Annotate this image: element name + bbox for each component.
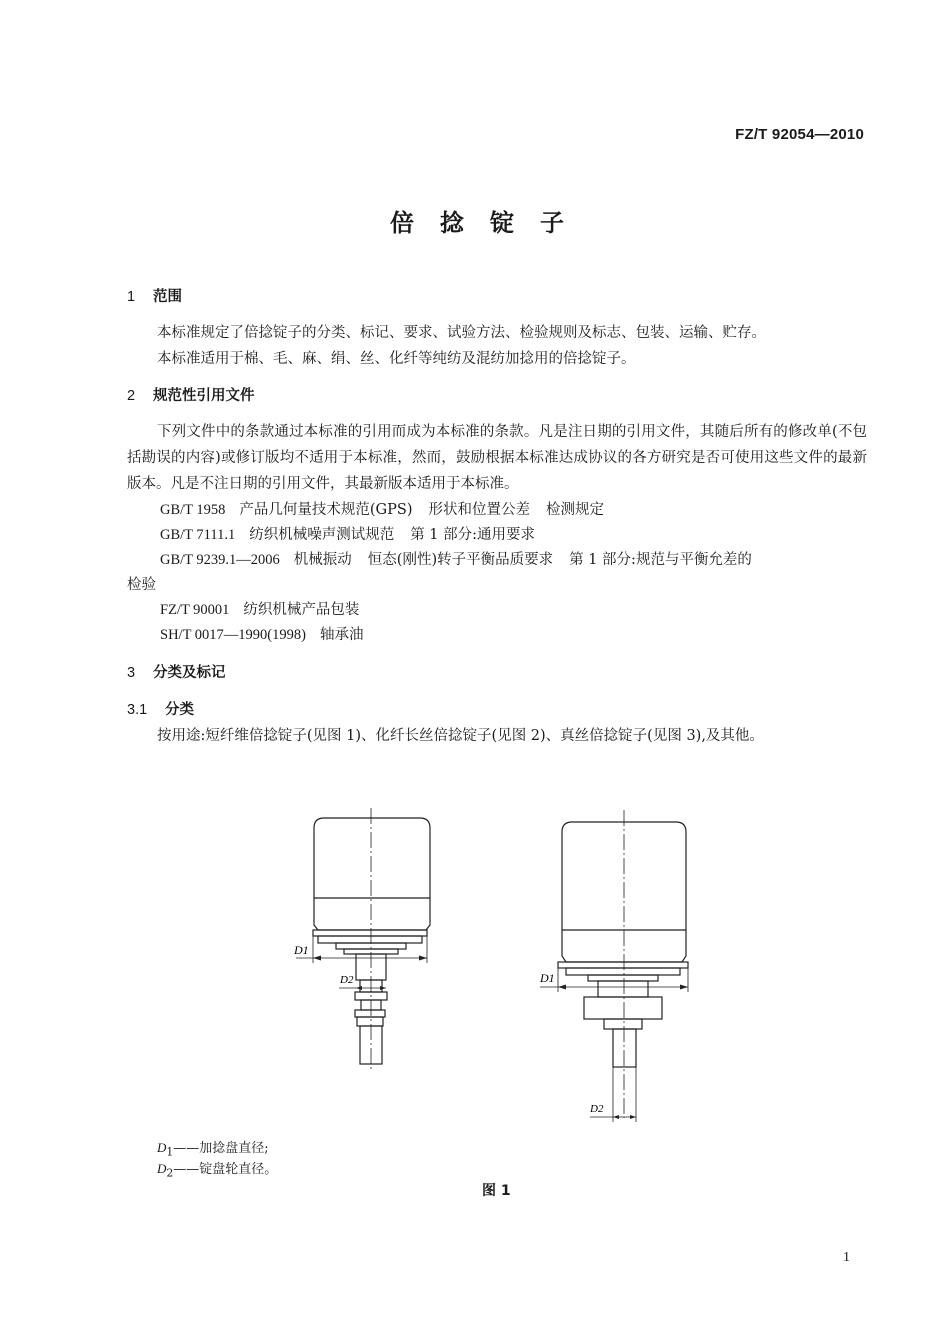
subsection-3-1-heading <box>127 698 194 719</box>
reference-title: 纺织机械噪声测试规范 <box>249 527 395 543</box>
reference-title: 形状和位置公差 <box>428 502 530 518</box>
legend-symbol-subscript: 1 <box>166 1145 174 1159</box>
reference-code: FZ/T 90001 <box>160 602 230 618</box>
d2-label-left: D2 <box>340 974 354 986</box>
standard-code: FZ/T 92054—2010 <box>735 126 864 143</box>
reference-code: GB/T 1958 <box>160 502 226 518</box>
reference-title: 轴承油 <box>319 627 364 643</box>
legend-text: ——锭盘轮直径。 <box>173 1162 278 1177</box>
section-3-heading <box>127 661 226 682</box>
reference-title: 检测规定 <box>546 502 604 518</box>
figure-legend-item <box>157 1137 269 1159</box>
reference-code: GB/T 9239.1—2006 <box>160 552 280 568</box>
reference-title: 恒态(刚性)转子平衡品质要求 <box>367 552 554 568</box>
reference-item <box>160 498 604 519</box>
reference-title: 产品几何量技术规范(GPS) <box>239 502 413 518</box>
section-2-intro: 下列文件中的条款通过本标准的引用而成为本标准的条款。凡是注日期的引用文件，其随后所有的修改单(不包括勘误的内容)或修订版均不适用于本标准，然而，鼓励根据本标准达成协议的各方研究是否可使用这些文件的最新版本。凡是不注日期的引用文件，其最新版本适用于本标准。 <box>127 424 867 492</box>
spindle-right-drawing <box>540 810 688 1122</box>
reference-title: 纺织机械产品包装 <box>243 602 360 618</box>
page-number: 1 <box>843 1250 850 1265</box>
reference-item <box>160 623 363 644</box>
reference-item <box>160 523 535 544</box>
section-2-title: 规范性引用文件 <box>153 388 255 404</box>
page-title: 倍捻锭子 <box>390 209 590 237</box>
section-1-number: 1 <box>127 289 136 305</box>
legend-symbol-subscript: 2 <box>166 1166 174 1180</box>
subsection-3-1-number: 3.1 <box>127 702 148 718</box>
reference-title: 第 1 部分:通用要求 <box>410 527 536 543</box>
section-1-heading <box>127 285 182 306</box>
d1-label-left: D1 <box>294 943 309 957</box>
d2-label-right: D2 <box>590 1103 604 1115</box>
section-1-paragraph-2: 本标准适用于棉、毛、麻、绢、丝、化纤等纯纺及混纺加捻用的倍捻锭子。 <box>157 351 636 367</box>
section-2-number: 2 <box>127 388 136 404</box>
reference-code: SH/T 0017—1990(1998) <box>160 627 306 643</box>
subsection-3-1-title: 分类 <box>165 702 194 718</box>
reference-title: 机械振动 <box>293 552 352 568</box>
spindle-left-drawing <box>296 808 430 1072</box>
d1-label-right: D1 <box>540 971 555 985</box>
section-1-paragraph-1: 本标准规定了倍捻锭子的分类、标记、要求、试验方法、检验规则及标志、包装、运输、贮存。 <box>157 325 766 341</box>
subsection-3-1-text: 按用途:短纤维倍捻锭子(见图 1)、化纤长丝倍捻锭子(见图 2)、真丝倍捻锭子(见图 3),及其他。 <box>157 728 764 744</box>
legend-text: ——加捻盘直径; <box>173 1141 269 1156</box>
reference-title: 第 1 部分:规范与平衡允差的 <box>569 552 752 568</box>
reference-code: GB/T 7111.1 <box>160 527 236 543</box>
section-3-number: 3 <box>127 665 136 681</box>
legend-symbol: D <box>157 1161 167 1176</box>
section-2-heading <box>127 384 255 405</box>
figure-caption: 图 1 <box>482 1183 511 1199</box>
figure-legend-item <box>157 1158 277 1180</box>
figure-1-drawing <box>0 790 950 1140</box>
legend-symbol: D <box>157 1140 167 1155</box>
reference-item <box>160 598 359 619</box>
section-3-title: 分类及标记 <box>153 665 226 681</box>
section-1-title: 范围 <box>153 289 182 305</box>
reference-continuation: 检验 <box>127 577 156 593</box>
reference-item <box>160 548 752 569</box>
